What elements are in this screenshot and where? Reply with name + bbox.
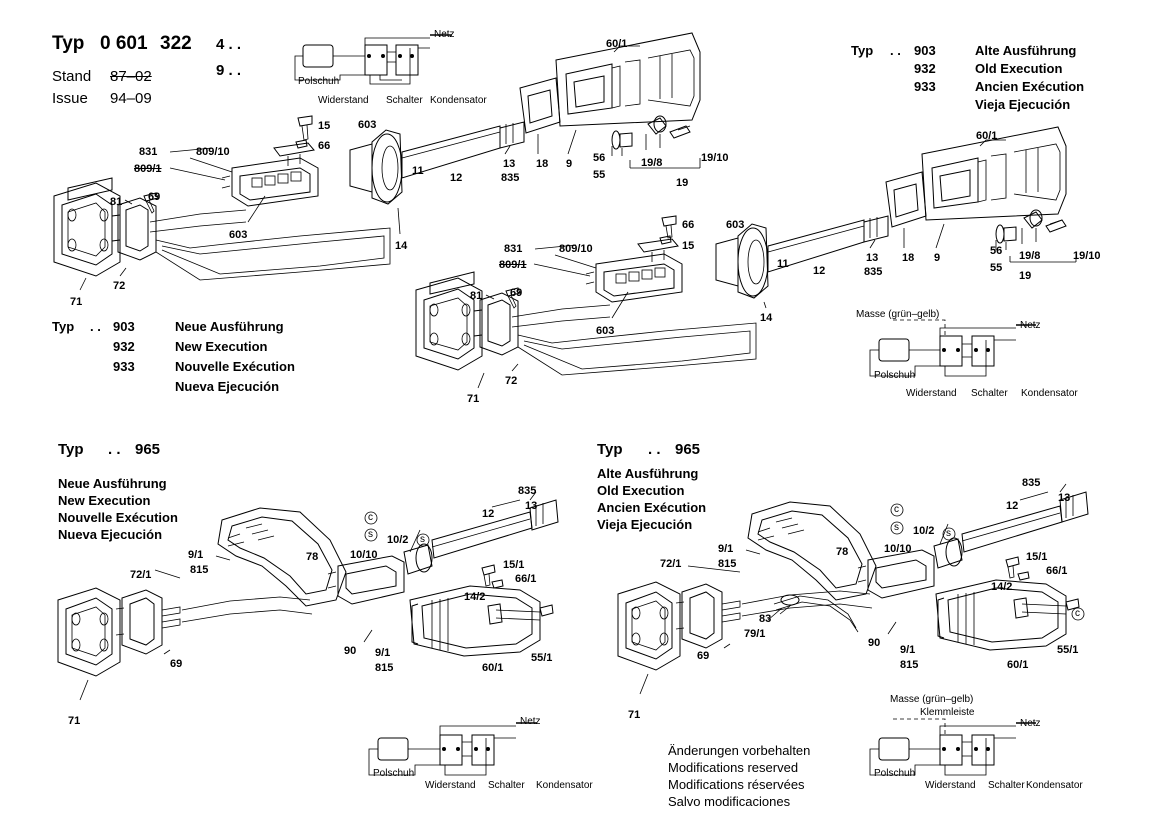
part-callout-bottom-left-90: 90: [344, 645, 357, 657]
part-callout-bottom-right-13: 13: [1058, 492, 1071, 504]
part-callout-bottom-right-12: 12: [1006, 500, 1019, 512]
part-callout-mid-center-71: 71: [467, 393, 480, 405]
part-callout-top-left-81: 81: [110, 196, 123, 208]
wiring-br-schalter: Schalter: [988, 780, 1025, 791]
part-callout-bottom-left-9-1: 9/1: [375, 647, 391, 659]
part-callout-mid-center-60-1: 60/1: [976, 130, 998, 142]
issue-label: Issue: [52, 90, 88, 107]
part-callout-bottom-right-90: 90: [868, 637, 881, 649]
part-callout-bottom-right-83: 83: [759, 613, 772, 625]
part-callout-bottom-left-71: 71: [68, 715, 81, 727]
block-top-right-cap-3: Vieja Ejecución: [975, 97, 1071, 112]
part-callout-mid-center-9: 9: [934, 252, 941, 264]
block-bottom-left-cap-3: Nueva Ejecución: [58, 527, 163, 542]
part-callout-top-left-835: 835: [501, 172, 520, 184]
part-callout-top-left-603: 603: [358, 119, 377, 131]
part-callout-mid-center-19-8: 19/8: [1019, 250, 1041, 262]
part-callout-bottom-right-79-1: 79/1: [744, 628, 766, 640]
part-callout-bottom-left-69: 69: [170, 658, 183, 670]
wiring-bl-netz: Netz: [1020, 718, 1041, 729]
wiring-mid-polschuh: Polschuh: [874, 370, 916, 381]
block-bottom-right-cap-2: Ancien Exécution: [597, 500, 707, 515]
wiring-top-widerstand: Widerstand: [318, 95, 369, 106]
part-callout-bottom-left-55-1: 55/1: [531, 652, 553, 664]
part-callout-top-left-14: 14: [395, 240, 408, 252]
block-bottom-left-cap-1: New Execution: [58, 493, 151, 508]
part-callout-top-left-12: 12: [450, 172, 463, 184]
block-top-right-typ: Typ: [851, 43, 874, 58]
block-top-right-dots: . .: [890, 43, 901, 58]
block-top-right-code-1: 932: [914, 61, 936, 76]
wiring-top-netz: Netz: [434, 29, 455, 40]
issue-value: 94–09: [110, 90, 152, 107]
block-top-right-code-2: 933: [914, 79, 936, 94]
wiring-top-schalter: Schalter: [386, 95, 423, 106]
footer-line-1: Modifications reserved: [668, 760, 799, 775]
wiring-diagram-bottom-right: [870, 719, 1036, 775]
stand-value: 87–02: [110, 68, 152, 85]
block-bottom-left-cap-2: Nouvelle Exécution: [58, 510, 178, 525]
part-callout-mid-center-809-10: 809/10: [559, 243, 593, 255]
block-bottom-left-typ: Typ: [58, 441, 84, 458]
part-callout-top-left-55: 55: [593, 169, 606, 181]
part-callout-mid-center-66: 66: [682, 219, 695, 231]
wiring-br-polschuh: Polschuh: [874, 768, 916, 779]
part-callout-top-left-66: 66: [318, 140, 331, 152]
typ-suffix-1: 4 . .: [216, 36, 242, 53]
part-callout-mid-center-55: 55: [990, 262, 1003, 274]
ring-letter-c-bl: c: [368, 512, 373, 523]
part-callout-mid-center-19-10: 19/10: [1073, 250, 1101, 262]
part-callout-mid-center-603: 603: [596, 325, 615, 337]
wiring-br-klemmleiste: Klemmleiste: [920, 707, 975, 718]
wiring-bl-netz-2: Netz: [520, 716, 541, 727]
block-bottom-left-code: 965: [135, 441, 161, 458]
part-callout-bottom-left-9-1: 9/1: [188, 549, 204, 561]
block-mid-left-cap-2: Nouvelle Exécution: [175, 359, 295, 374]
block-mid-left-code-0: 903: [113, 319, 135, 334]
part-callout-bottom-right-15-1: 15/1: [1026, 551, 1048, 563]
part-callout-mid-center-81: 81: [470, 290, 483, 302]
part-callout-top-left-19: 19: [676, 177, 689, 189]
wiring-mid-schalter: Schalter: [971, 388, 1008, 399]
wiring-br-widerstand: Widerstand: [925, 780, 976, 791]
part-callout-mid-center-72: 72: [505, 375, 518, 387]
block-top-right-code-0: 903: [914, 43, 936, 58]
part-callout-bottom-left-72-1: 72/1: [130, 569, 152, 581]
part-callout-bottom-left-10-2: 10/2: [387, 534, 409, 546]
block-mid-left-typ: Typ: [52, 319, 75, 334]
part-callout-bottom-left-815: 815: [190, 564, 209, 576]
part-callout-bottom-right-815: 815: [718, 558, 737, 570]
part-callout-bottom-right-9-1: 9/1: [900, 644, 916, 656]
part-callout-mid-center-56: 56: [990, 245, 1003, 257]
block-bottom-left-dots: . .: [108, 441, 121, 458]
ring-letter-s-bl: s: [368, 529, 373, 540]
part-callout-top-left-19-10: 19/10: [701, 152, 729, 164]
part-callout-bottom-right-10-10: 10/10: [884, 543, 912, 555]
part-callout-bottom-right-835: 835: [1022, 477, 1041, 489]
typ-suffix-2: 9 . .: [216, 62, 242, 79]
wiring-br-masse: Masse (grün–gelb): [890, 694, 974, 705]
wiring-top-kondensator: Kondensator: [430, 95, 487, 106]
part-callout-bottom-right-815: 815: [900, 659, 919, 671]
ring-letter-s-br-2: s: [946, 528, 951, 539]
part-callout-mid-center-809-1: 809/1: [499, 259, 527, 271]
part-callout-bottom-left-14-2: 14/2: [464, 591, 486, 603]
part-callout-top-left-18: 18: [536, 158, 549, 170]
part-callout-bottom-left-60-1: 60/1: [482, 662, 504, 674]
block-top-right-cap-0: Alte Ausführung: [975, 43, 1077, 58]
block-mid-left-cap-3: Nueva Ejecución: [175, 379, 280, 394]
block-mid-left-code-2: 933: [113, 359, 135, 374]
part-callout-bottom-right-10-2: 10/2: [913, 525, 935, 537]
part-callout-bottom-left-835: 835: [518, 485, 537, 497]
wiring-mid-masse: Masse (grün–gelb): [856, 309, 940, 320]
typ-label: Typ: [52, 33, 85, 54]
stand-label: Stand: [52, 68, 92, 85]
part-callout-top-left-13: 13: [503, 158, 516, 170]
part-callout-mid-center-14: 14: [760, 312, 773, 324]
part-callout-mid-center-69: 69: [510, 287, 523, 299]
wiring-bl-schalter: Schalter: [488, 780, 525, 791]
part-callout-bottom-right-55-1: 55/1: [1057, 644, 1079, 656]
part-callout-top-left-69: 69: [148, 191, 161, 203]
part-callout-mid-center-831: 831: [504, 243, 523, 255]
part-callout-bottom-left-66-1: 66/1: [515, 573, 537, 585]
part-callout-top-left-19-8: 19/8: [641, 157, 663, 169]
part-callout-mid-center-603: 603: [726, 219, 745, 231]
part-callout-mid-center-19: 19: [1019, 270, 1032, 282]
part-callout-bottom-right-72-1: 72/1: [660, 558, 682, 570]
ring-letter-s-br: s: [894, 522, 899, 533]
wiring-mid-kondensator: Kondensator: [1021, 388, 1078, 399]
part-callout-top-left-72: 72: [113, 280, 126, 292]
block-bottom-left-cap-0: Neue Ausführung: [58, 476, 167, 491]
footer-line-3: Salvo modificaciones: [668, 794, 791, 809]
part-callout-top-left-809-1: 809/1: [134, 163, 162, 175]
block-bottom-right-cap-1: Old Execution: [597, 483, 685, 498]
block-bottom-right-cap-3: Vieja Ejecución: [597, 517, 693, 532]
part-callout-bottom-left-78: 78: [306, 551, 319, 563]
wiring-br-kondensator: Kondensator: [1026, 780, 1083, 791]
footer-line-2: Modifications réservées: [668, 777, 805, 792]
part-callout-bottom-right-9-1: 9/1: [718, 543, 734, 555]
block-bottom-right-typ: Typ: [597, 441, 623, 458]
part-callout-top-left-831: 831: [139, 146, 158, 158]
part-callout-bottom-left-15-1: 15/1: [503, 559, 525, 571]
block-top-right-cap-2: Ancien Exécution: [975, 79, 1085, 94]
wiring-bl-polschuh: Polschuh: [373, 768, 415, 779]
part-callout-top-left-11: 11: [412, 165, 424, 177]
part-callout-top-left-809-10: 809/10: [196, 146, 230, 158]
part-callout-bottom-left-12: 12: [482, 508, 495, 520]
wiring-bl-kondensator: Kondensator: [536, 780, 593, 791]
part-callout-top-left-15: 15: [318, 120, 331, 132]
part-callout-bottom-right-66-1: 66/1: [1046, 565, 1068, 577]
part-callout-top-left-71: 71: [70, 296, 83, 308]
typ-number: 0 601: [100, 33, 148, 54]
block-mid-left-cap-0: Neue Ausführung: [175, 319, 284, 334]
block-mid-left-cap-1: New Execution: [175, 339, 268, 354]
part-callout-bottom-left-13: 13: [525, 500, 538, 512]
block-bottom-right-code: 965: [675, 441, 701, 458]
part-callout-bottom-right-14-2: 14/2: [991, 581, 1013, 593]
part-callout-bottom-right-71: 71: [628, 709, 641, 721]
ring-letter-c-br: c: [894, 504, 899, 515]
part-callout-bottom-left-815: 815: [375, 662, 394, 674]
part-callout-bottom-right-60-1: 60/1: [1007, 659, 1029, 671]
part-callout-top-left-603: 603: [229, 229, 248, 241]
block-bottom-right-cap-0: Alte Ausführung: [597, 466, 699, 481]
block-top-right-cap-1: Old Execution: [975, 61, 1063, 76]
part-callout-mid-center-15: 15: [682, 240, 695, 252]
part-callout-bottom-left-10-10: 10/10: [350, 549, 378, 561]
part-callout-mid-center-11: 11: [777, 258, 789, 270]
wiring-bl-widerstand: Widerstand: [425, 780, 476, 791]
typ-number-bold: 322: [160, 33, 192, 54]
part-callout-bottom-right-78: 78: [836, 546, 849, 558]
ring-letter-s-bl-2: s: [420, 534, 425, 545]
part-callout-mid-center-835: 835: [864, 266, 883, 278]
wiring-top-polschuh: Polschuh: [298, 76, 340, 87]
part-callout-top-left-9: 9: [566, 158, 573, 170]
part-callout-mid-center-18: 18: [902, 252, 915, 264]
wiring-mid-widerstand: Widerstand: [906, 388, 957, 399]
part-callout-top-left-60-1: 60/1: [606, 38, 628, 50]
wiring-mid-netz: Netz: [1020, 320, 1041, 331]
ring-letter-c-br-2: c: [1075, 608, 1080, 619]
part-callout-mid-center-12: 12: [813, 265, 826, 277]
part-callout-bottom-right-69: 69: [697, 650, 710, 662]
footer-line-0: Änderungen vorbehalten: [668, 743, 811, 758]
block-bottom-right-dots: . .: [648, 441, 661, 458]
block-mid-left-dots: . .: [90, 319, 101, 334]
part-callout-mid-center-13: 13: [866, 252, 879, 264]
part-callout-top-left-56: 56: [593, 152, 606, 164]
block-mid-left-code-1: 932: [113, 339, 135, 354]
wiring-diagram-mid-right: [870, 320, 1036, 376]
